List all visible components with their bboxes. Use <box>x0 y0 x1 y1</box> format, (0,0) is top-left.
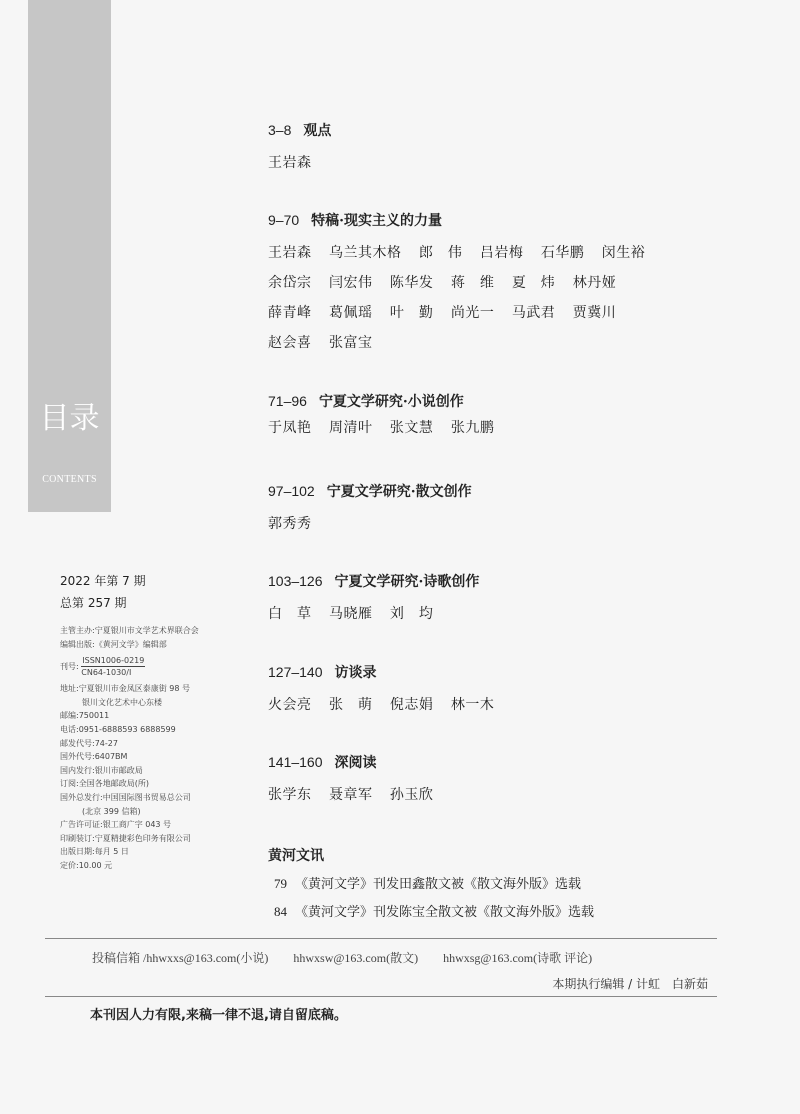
author-row <box>268 509 472 539</box>
news-text: 《黄河文学》刊发陈宝全散文被《散文海外版》选载 <box>295 905 595 920</box>
section-title: 访谈录 <box>334 665 377 681</box>
address-building: 银川文化艺术中心东楼 <box>82 697 162 707</box>
section-pages: 3–8 <box>268 122 292 138</box>
section-heading[interactable] <box>268 571 479 591</box>
postcode: 邮编:750011 <box>60 711 110 721</box>
author-name: 周清叶 <box>328 420 373 436</box>
section-pages: 9–70 <box>268 212 300 228</box>
author-name: 张文慧 <box>389 420 434 436</box>
author-name: 倪志娟 <box>389 697 434 713</box>
section-pages: 141–160 <box>268 754 323 770</box>
author-name: 贾冀川 <box>572 305 617 321</box>
author-name: 马武君 <box>511 305 556 321</box>
section-heading[interactable] <box>268 391 507 411</box>
footer-divider-bottom <box>45 996 717 997</box>
author-name: 王岩森 <box>268 155 312 171</box>
news-title: 黄河文讯 <box>268 848 324 864</box>
author-name: 火会亮 <box>268 697 312 713</box>
issue-total-number: 总第 257 期 <box>60 596 127 610</box>
author-name: 聂章军 <box>328 787 373 803</box>
toc-section-fiction <box>268 391 507 443</box>
toc-section-interviews <box>268 662 507 720</box>
overseas-code: 国外代号:6407BM <box>60 752 128 762</box>
executive-editors: 本期执行编辑 / 计虹 白新茹 <box>552 977 708 991</box>
cn-number: CN64-1030/I <box>81 668 132 678</box>
issn-label: 刊号: <box>60 662 79 672</box>
author-name: 乌兰其木格 <box>328 245 402 261</box>
author-name: 孙玉欣 <box>389 787 434 803</box>
email-prose[interactable]: hhwxsw@163.com(散文) <box>293 951 419 965</box>
author-name: 林一木 <box>450 697 495 713</box>
author-name: 葛佩瑶 <box>328 305 373 321</box>
section-heading[interactable] <box>268 662 507 682</box>
domestic-distribution: 国内发行:银川市邮政局 <box>60 765 143 775</box>
toc-section-viewpoint <box>268 120 331 178</box>
contents-title: 目录 <box>39 401 100 436</box>
ad-license: 广告许可证:银工商广字 043 号 <box>60 820 172 830</box>
author-name: 闫宏伟 <box>328 275 373 291</box>
publication-info <box>60 624 260 873</box>
news-page: 84 <box>274 904 287 919</box>
section-pages: 97–102 <box>268 483 315 499</box>
author-name: 张学东 <box>268 787 312 803</box>
section-heading[interactable] <box>268 210 658 230</box>
subscription: 订阅:全国各地邮政局(所) <box>60 779 149 789</box>
author-name: 郭秀秀 <box>268 516 312 532</box>
overseas-distribution: 国外总发行:中国国际图书贸易总公司 <box>60 792 191 802</box>
author-row <box>268 328 658 358</box>
section-title: 宁夏文学研究·诗歌创作 <box>334 574 480 590</box>
section-title: 深阅读 <box>334 755 377 771</box>
news-item[interactable] <box>274 901 594 920</box>
author-name: 赵会喜 <box>268 335 312 351</box>
publication-date: 出版日期:每月 5 日 <box>60 847 129 857</box>
toc-section-poetry <box>268 571 479 629</box>
author-row <box>268 413 507 443</box>
toc-section-prose <box>268 481 472 539</box>
news-text: 《黄河文学》刊发田鑫散文被《散文海外版》选载 <box>295 877 582 892</box>
section-heading[interactable] <box>268 481 472 501</box>
author-name: 陈华发 <box>389 275 434 291</box>
author-name: 郎 伟 <box>418 245 463 261</box>
author-name: 闵生裕 <box>601 245 646 261</box>
section-pages: 103–126 <box>268 573 323 589</box>
section-title: 宁夏文学研究·小说创作 <box>318 394 464 410</box>
author-name: 张九鹏 <box>450 420 495 436</box>
price: 定价:10.00 元 <box>60 860 113 870</box>
author-name: 吕岩梅 <box>479 245 524 261</box>
section-title: 观点 <box>303 123 332 139</box>
phone: 电话:0951-6888593 6888599 <box>60 724 176 734</box>
issn-number: ISSN1006-0219 <box>82 656 145 666</box>
issn-row <box>60 655 260 678</box>
author-name: 刘 均 <box>389 606 434 622</box>
author-name: 马晓雁 <box>328 606 373 622</box>
author-name: 白 草 <box>268 606 312 622</box>
toc-section-feature <box>268 210 658 358</box>
author-name: 叶 勤 <box>389 305 434 321</box>
author-row <box>268 268 658 298</box>
author-row <box>268 690 507 720</box>
author-row <box>268 238 658 268</box>
issn-box <box>81 655 145 678</box>
contents-label: CONTENTS <box>42 474 97 485</box>
news-item[interactable] <box>274 873 581 892</box>
author-name: 张富宝 <box>328 335 373 351</box>
section-heading[interactable] <box>268 120 331 140</box>
submission-emails <box>92 949 614 966</box>
section-title: 宁夏文学研究·散文创作 <box>326 484 472 500</box>
author-name: 薛青峰 <box>268 305 312 321</box>
printer: 印刷装订:宁夏精捷彩色印务有限公司 <box>60 833 191 843</box>
issue-year-number: 2022 年第 7 期 <box>60 574 146 588</box>
section-pages: 127–140 <box>268 664 323 680</box>
author-name: 王岩森 <box>268 245 312 261</box>
author-row <box>268 599 479 629</box>
author-name: 石华鹏 <box>540 245 585 261</box>
address: 地址:宁夏银川市金凤区泰康街 98 号 <box>60 684 190 694</box>
toc-section-deep-reading <box>268 752 446 810</box>
overseas-box: (北京 399 信箱) <box>82 806 141 816</box>
author-name: 余岱宗 <box>268 275 312 291</box>
news-page: 79 <box>274 876 287 891</box>
postal-code: 邮发代号:74-27 <box>60 738 118 748</box>
supervisor: 主管主办:宁夏银川市文学艺术界联合会 <box>60 626 199 635</box>
author-name: 蒋 维 <box>450 275 495 291</box>
author-row <box>268 298 658 328</box>
footer-divider <box>45 938 717 939</box>
section-pages: 71–96 <box>268 393 307 409</box>
author-row <box>268 148 331 178</box>
author-row <box>268 780 446 810</box>
editor-publisher: 编辑出版:《黄河文学》编辑部 <box>60 639 167 649</box>
author-name: 尚光一 <box>450 305 495 321</box>
author-name: 夏 炜 <box>511 275 556 291</box>
section-heading[interactable] <box>268 752 446 772</box>
email-poetry[interactable]: hhwxsg@163.com(诗歌 评论) <box>443 951 593 965</box>
author-name: 林丹娅 <box>572 275 617 291</box>
section-title: 特稿·现实主义的力量 <box>311 213 443 229</box>
author-name: 于凤艳 <box>268 420 312 436</box>
submission-notice: 本刊因人力有限,来稿一律不退,请自留底稿。 <box>90 1008 347 1023</box>
author-name: 张 萌 <box>328 697 373 713</box>
email-fiction[interactable]: 投稿信箱 /hhwxxs@163.com(小说) <box>92 951 269 965</box>
